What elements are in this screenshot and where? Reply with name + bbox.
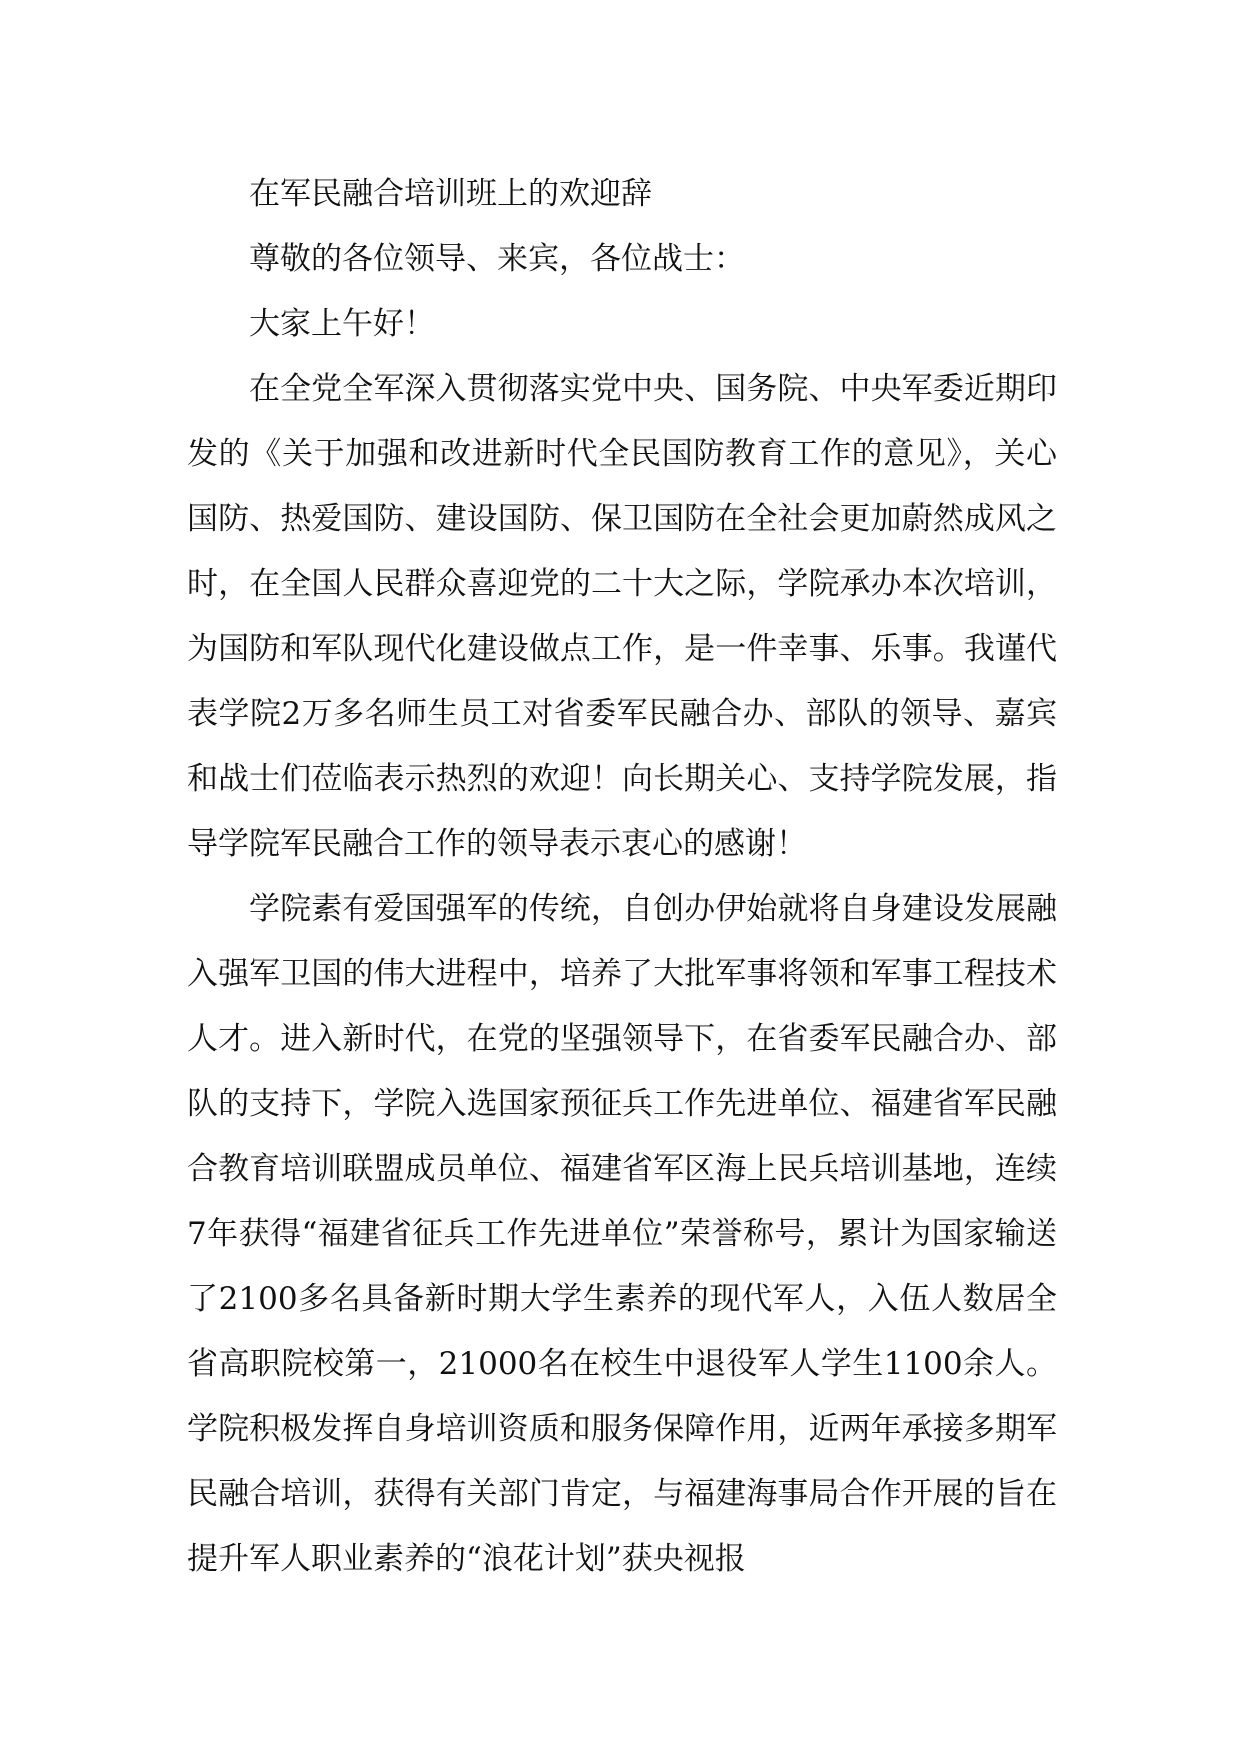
body-paragraph-1: 在全党全军深入贯彻落实党中央、国务院、中央军委近期印发的《关于加强和改进新时代全民国防教育工作的意见》，关心国防、热爱国防、建设国防、保卫国防在全社会更加蔚然成风之时，在全国人民群众喜迎党的二十大之际，学院承办本次培训，为国防和军队现代化建设做点工作，是一件幸事、乐事。我谨代表学院2万多名师生员工对省委军民融合办、部队的领导、嘉宾和战士们莅临表示热烈的欢迎！向长期关心、支持学院发展，指导学院军民融合工作的领导表示衷心的感谢！ — [187, 371, 1057, 862]
salutation: 尊敬的各位领导、来宾，各位战士： — [249, 241, 745, 277]
greeting: 大家上午好！ — [249, 306, 435, 342]
document-title: 在军民融合培训班上的欢迎辞 — [249, 176, 652, 212]
body-paragraph-2: 学院素有爱国强军的传统，自创办伊始就将自身建设发展融入强军卫国的伟大进程中，培养了大批军事将领和军事工程技术人才。进入新时代，在党的坚强领导下，在省委军民融合办、部队的支持下，学院入选国家预征兵工作先进单位、福建省军民融合教育培训联盟成员单位、福建省军区海上民兵培训基地，连续7年获得“福建省征兵工作先进单位”荣誉称号，累计为国家输送了2100多名具备新时期大学生素养的现代军人，入伍人数居全省高职院校第一，21000名在校生中退役军人学生1100余人。学院积极发挥自身培训资质和服务保障作用，近两年承接多期军民融合培训，获得有关部门肯定，与福建海事局合作开展的旨在提升军人职业素养的“浪花计划”获央视报 — [187, 891, 1057, 1577]
document-body — [187, 162, 1057, 1592]
